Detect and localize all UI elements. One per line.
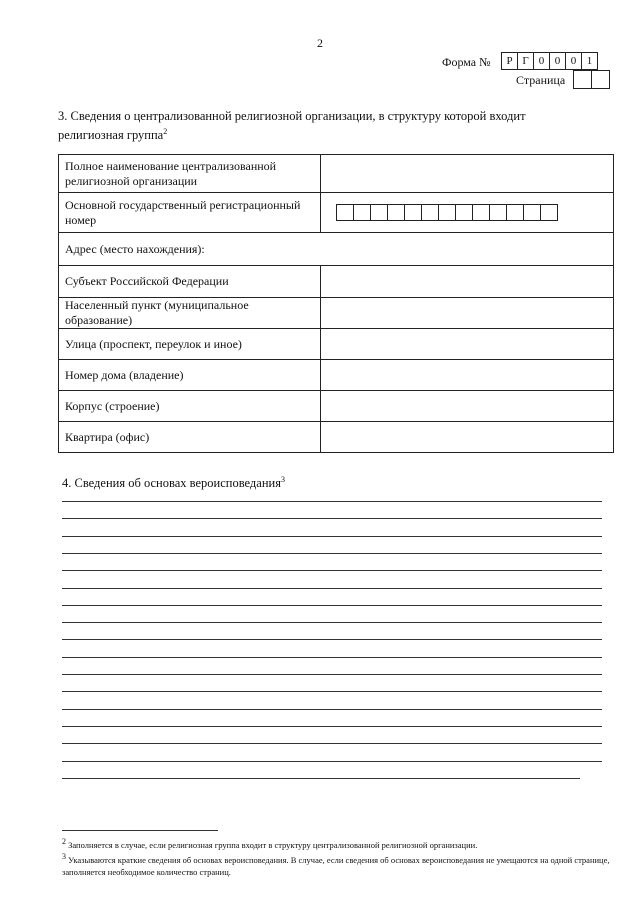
ogrn-digit-box[interactable] [523, 204, 541, 221]
writing-line[interactable] [62, 536, 602, 537]
writing-line[interactable] [62, 639, 602, 640]
ogrn-label: Основной государственный регистрационный номер [59, 193, 321, 233]
table-row [59, 266, 614, 298]
writing-line[interactable] [62, 761, 602, 762]
table-row [59, 298, 614, 329]
form-code-char: 1 [581, 52, 598, 70]
locality-field[interactable] [321, 298, 614, 329]
ogrn-digit-box[interactable] [336, 204, 354, 221]
ogrn-digit-box[interactable] [438, 204, 456, 221]
writing-line[interactable] [62, 501, 602, 502]
ogrn-digit-box[interactable] [455, 204, 473, 221]
footnote-3: $^3$ Указываются краткие сведения об основах вероисповедания. В случае, если сведения об основах вероисповедания не умещаются на одной странице, заполняется необходимое количество страниц. [62, 851, 610, 877]
footnote-ref: 2 [163, 127, 168, 136]
writing-line[interactable] [62, 657, 602, 658]
section4-title: 4. Сведения об основах вероисповедания$^3$ [62, 475, 285, 491]
footnote-divider [62, 830, 218, 831]
page-number: 2 [317, 36, 323, 50]
org-info-table [58, 154, 614, 453]
ogrn-digit-box[interactable] [387, 204, 405, 221]
writing-line[interactable] [62, 726, 602, 727]
full-name-field[interactable] [321, 155, 614, 193]
building-label: Корпус (строение) [59, 391, 321, 422]
address-heading: Адрес (место нахождения): [59, 233, 614, 266]
writing-line[interactable] [62, 709, 602, 710]
page-number-boxes[interactable] [574, 70, 610, 89]
writing-line[interactable] [62, 778, 580, 779]
page-number-box[interactable] [591, 70, 610, 89]
ogrn-digit-box[interactable] [489, 204, 507, 221]
ogrn-field[interactable] [321, 193, 614, 233]
writing-line[interactable] [62, 588, 602, 589]
table-row [59, 329, 614, 360]
building-field[interactable] [321, 391, 614, 422]
ogrn-digit-box[interactable] [370, 204, 388, 221]
house-label: Номер дома (владение) [59, 360, 321, 391]
writing-line[interactable] [62, 622, 602, 623]
footnote-2: $^2$ Заполняется в случае, если религиозная группа входит в структуру централизованной религиозной организации. [62, 837, 478, 850]
form-code-boxes [502, 52, 598, 70]
page-label: Страница [516, 73, 566, 87]
form-code-char: Г [517, 52, 534, 70]
region-label: Субъект Российской Федерации [59, 266, 321, 298]
ogrn-digit-box[interactable] [506, 204, 524, 221]
writing-line[interactable] [62, 553, 602, 554]
table-row [59, 193, 614, 233]
writing-line[interactable] [62, 691, 602, 692]
form-number-label: Форма № [442, 55, 491, 69]
table-row [59, 360, 614, 391]
writing-line[interactable] [62, 518, 602, 519]
form-code-char: 0 [549, 52, 566, 70]
apartment-label: Квартира (офис) [59, 422, 321, 453]
footnotes [62, 836, 622, 878]
form-code-char: Р [501, 52, 518, 70]
ogrn-digit-box[interactable] [472, 204, 490, 221]
table-row [59, 391, 614, 422]
section3-title: 3. Сведения о централизованной религиозной организации, в структуру которой входит религиозная группа$^2$ [58, 109, 526, 143]
ogrn-digit-box[interactable] [353, 204, 371, 221]
table-row [59, 422, 614, 453]
locality-label: Населенный пункт (муниципальное образование) [59, 298, 321, 329]
form-code-char: 0 [533, 52, 550, 70]
writing-line[interactable] [62, 570, 602, 571]
writing-line[interactable] [62, 674, 602, 675]
apartment-field[interactable] [321, 422, 614, 453]
page-number-box[interactable] [573, 70, 592, 89]
street-field[interactable] [321, 329, 614, 360]
region-field[interactable] [321, 266, 614, 298]
table-row [59, 155, 614, 193]
ogrn-digit-box[interactable] [540, 204, 558, 221]
table-row [59, 233, 614, 266]
ogrn-digit-box[interactable] [421, 204, 439, 221]
form-code-char: 0 [565, 52, 582, 70]
house-field[interactable] [321, 360, 614, 391]
footnote-ref: 3 [280, 475, 285, 484]
writing-line[interactable] [62, 743, 602, 744]
writing-line[interactable] [62, 605, 602, 606]
full-name-label: Полное наименование централизованной религиозной организации [59, 155, 321, 193]
ogrn-digit-box[interactable] [404, 204, 422, 221]
street-label: Улица (проспект, переулок и иное) [59, 329, 321, 360]
